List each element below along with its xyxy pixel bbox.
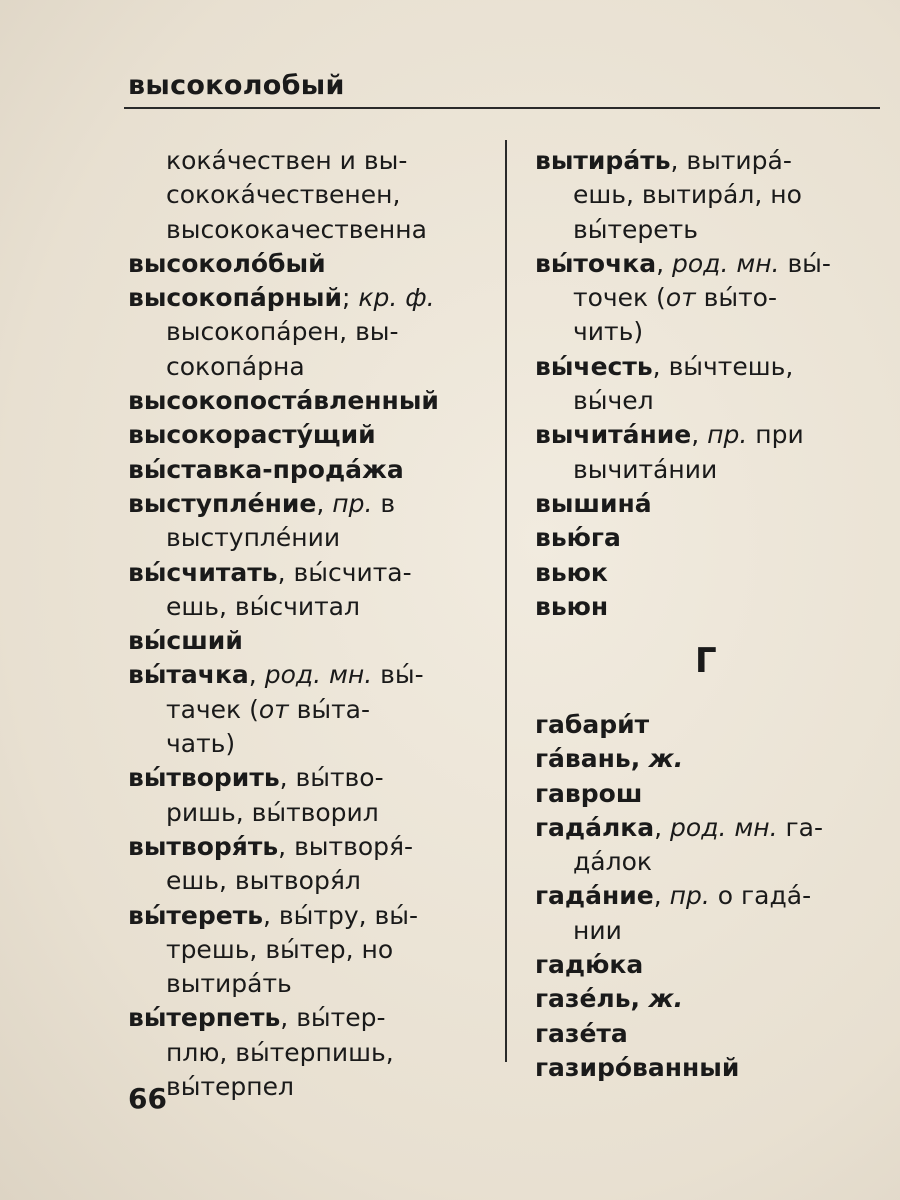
entry-text: вы́чел bbox=[573, 386, 654, 416]
dictionary-line bbox=[128, 247, 488, 281]
grammar-note: пр. bbox=[332, 488, 373, 518]
section-letter: Г bbox=[695, 641, 717, 681]
entry-text: вычита́нии bbox=[573, 454, 718, 484]
headword: газе́та bbox=[535, 1018, 628, 1048]
dictionary-line bbox=[128, 487, 488, 521]
dictionary-line bbox=[128, 830, 488, 864]
dictionary-line bbox=[535, 982, 880, 1016]
entry-text: в bbox=[372, 488, 396, 518]
dictionary-line bbox=[535, 914, 880, 948]
grammar-note: род. мн. bbox=[670, 812, 778, 842]
headword: га́вань bbox=[535, 744, 631, 774]
dictionary-line bbox=[128, 899, 488, 933]
headword: , bbox=[630, 984, 649, 1014]
entry-text: , bbox=[316, 488, 333, 518]
dictionary-line bbox=[128, 1036, 488, 1070]
grammar-note: от bbox=[665, 283, 696, 313]
headword: вьюн bbox=[535, 591, 609, 621]
entry-text: , вы́тер- bbox=[280, 1003, 386, 1033]
dictionary-line bbox=[535, 213, 880, 247]
entry-text: , bbox=[656, 248, 672, 278]
dictionary-line bbox=[535, 948, 880, 982]
entry-text: , bbox=[654, 812, 671, 842]
entry-text: точек ( bbox=[573, 283, 666, 313]
left-column bbox=[128, 144, 488, 1104]
grammar-note: пр. bbox=[669, 881, 710, 911]
dictionary-line bbox=[128, 350, 488, 384]
headword: выступле́ние bbox=[128, 488, 317, 518]
entry-text: , вытира́- bbox=[670, 146, 792, 175]
headword: габари́т bbox=[535, 710, 650, 739]
dictionary-line bbox=[128, 1001, 488, 1035]
headword: вы́ставка-прода́жа bbox=[128, 454, 404, 484]
dictionary-line bbox=[128, 864, 488, 898]
dictionary-line bbox=[535, 879, 880, 913]
dictionary-line bbox=[535, 178, 880, 212]
dictionary-line bbox=[535, 350, 880, 384]
entry-text: чить) bbox=[573, 317, 644, 347]
header-rule bbox=[124, 107, 880, 109]
grammar-note: род. мн. bbox=[672, 248, 780, 278]
headword: ж. bbox=[648, 984, 684, 1014]
headword: вы́точка bbox=[535, 248, 657, 278]
entry-text: вы́тереть bbox=[573, 214, 698, 244]
headword: гаврош bbox=[535, 778, 643, 808]
entry-text: ришь, вы́творил bbox=[166, 797, 379, 827]
headword: вышина́ bbox=[535, 488, 652, 518]
grammar-note: кр. ф. bbox=[358, 283, 435, 313]
entry-text: вы́- bbox=[779, 248, 831, 278]
entry-text: да́лок bbox=[573, 847, 652, 877]
dictionary-line bbox=[535, 521, 880, 555]
entry-text: вы́терпел bbox=[166, 1072, 294, 1102]
entry-text: ; bbox=[342, 283, 359, 313]
dictionary-line bbox=[535, 742, 880, 776]
column-divider bbox=[505, 140, 507, 1062]
dictionary-line bbox=[128, 761, 488, 795]
dictionary-line bbox=[535, 590, 880, 624]
dictionary-line bbox=[128, 933, 488, 967]
headword: вы́тереть bbox=[128, 900, 264, 930]
headword: газиро́ванный bbox=[535, 1052, 740, 1082]
dictionary-line bbox=[535, 845, 880, 879]
entry-text: ешь, вытворя́л bbox=[166, 866, 361, 896]
dictionary-line bbox=[535, 811, 880, 845]
dictionary-line bbox=[128, 556, 488, 590]
entry-text: вы́- bbox=[372, 660, 424, 690]
dictionary-line bbox=[128, 727, 488, 761]
dictionary-line bbox=[128, 658, 488, 692]
entry-text: высокопа́рен, вы- bbox=[166, 317, 399, 347]
page-number: 66 bbox=[128, 1082, 167, 1115]
headword: вытворя́ть bbox=[128, 831, 279, 861]
dictionary-line bbox=[128, 796, 488, 830]
entry-text: трешь, вы́тер, но bbox=[166, 934, 394, 964]
entry-text: кока́чествен и вы- bbox=[166, 146, 408, 175]
headword: вы́тачка bbox=[128, 660, 249, 690]
entry-text: чать) bbox=[166, 729, 236, 759]
grammar-note: от bbox=[258, 694, 289, 724]
entry-text: выступле́нии bbox=[166, 523, 341, 553]
dictionary-line bbox=[535, 1051, 880, 1085]
entry-text: , вы́чтешь, bbox=[652, 351, 794, 381]
dictionary-line bbox=[535, 708, 880, 742]
entry-text: тачек ( bbox=[166, 694, 259, 724]
headword: высокопоста́вленный bbox=[128, 386, 439, 416]
headword: высокопа́рный bbox=[128, 283, 343, 313]
grammar-note: род. мн. bbox=[264, 660, 373, 690]
entry-text: ешь, вытира́л, но bbox=[573, 180, 802, 210]
entry-text: , bbox=[653, 881, 670, 911]
headword: вью́га bbox=[535, 523, 621, 553]
headword: газе́ль bbox=[535, 984, 631, 1014]
entry-text: при bbox=[747, 420, 804, 450]
dictionary-line bbox=[128, 418, 488, 452]
dictionary-line bbox=[128, 624, 488, 658]
headword: гада́лка bbox=[535, 812, 655, 842]
dictionary-line bbox=[128, 315, 488, 349]
dictionary-line bbox=[535, 247, 880, 281]
right-column-top bbox=[535, 144, 880, 624]
dictionary-line bbox=[535, 315, 880, 349]
entry-text: , bbox=[248, 660, 265, 690]
entry-text: нии bbox=[573, 915, 622, 945]
entry-text: , вы́тво- bbox=[279, 763, 384, 793]
dictionary-line bbox=[535, 281, 880, 315]
dictionary-line bbox=[535, 487, 880, 521]
headword: вы́честь bbox=[535, 351, 653, 381]
dictionary-line bbox=[535, 384, 880, 418]
dictionary-line bbox=[128, 178, 488, 212]
entry-text: вы́та- bbox=[288, 694, 371, 724]
entry-text: плю, вы́терпишь, bbox=[166, 1037, 394, 1067]
entry-text: , bbox=[691, 420, 708, 450]
running-head: высоколобый bbox=[128, 70, 345, 101]
dictionary-line bbox=[128, 590, 488, 624]
dictionary-line bbox=[535, 777, 880, 811]
headword: гада́ние bbox=[535, 881, 654, 911]
entry-text: , вы́считa- bbox=[277, 557, 412, 587]
headword: вы́терпеть bbox=[128, 1003, 281, 1033]
entry-text: ешь, вы́считал bbox=[166, 591, 360, 621]
headword: вы́сший bbox=[128, 626, 243, 656]
dictionary-line bbox=[128, 144, 488, 178]
dictionary-line bbox=[128, 693, 488, 727]
headword: , bbox=[630, 744, 649, 774]
entry-text: вытира́ть bbox=[166, 969, 292, 999]
headword: вы́творить bbox=[128, 763, 280, 793]
dictionary-line bbox=[535, 453, 880, 487]
dictionary-line bbox=[535, 144, 880, 178]
grammar-note: пр. bbox=[707, 420, 748, 450]
dictionary-line bbox=[535, 418, 880, 452]
headword: вьюк bbox=[535, 557, 608, 587]
entry-text: сокока́чественен, bbox=[166, 180, 401, 210]
dictionary-line bbox=[535, 556, 880, 590]
headword: вы́считать bbox=[128, 557, 278, 587]
dictionary-line bbox=[128, 967, 488, 1001]
entry-text: , вы́тру, вы́- bbox=[263, 900, 419, 930]
dictionary-line bbox=[128, 1070, 488, 1104]
entry-text: , вытворя́- bbox=[278, 831, 414, 861]
dictionary-line bbox=[128, 213, 488, 247]
dictionary-line bbox=[128, 281, 488, 315]
dictionary-line bbox=[128, 453, 488, 487]
entry-text: га- bbox=[777, 812, 823, 842]
headword: ж. bbox=[648, 744, 684, 774]
headword: гадю́ка bbox=[535, 950, 644, 980]
headword: высокорасту́щий bbox=[128, 420, 376, 450]
right-column-bottom bbox=[535, 708, 880, 1085]
entry-text: высококачественна bbox=[166, 214, 427, 244]
dictionary-line bbox=[128, 384, 488, 418]
dictionary-line bbox=[128, 521, 488, 555]
headword: вычита́ние bbox=[535, 420, 692, 450]
entry-text: сокопа́рна bbox=[166, 351, 305, 381]
entry-text: о гада́- bbox=[709, 881, 812, 911]
headword: вытира́ть bbox=[535, 146, 671, 175]
entry-text: вы́то- bbox=[695, 283, 777, 313]
dictionary-line bbox=[535, 1017, 880, 1051]
headword: высоколо́бый bbox=[128, 248, 326, 278]
